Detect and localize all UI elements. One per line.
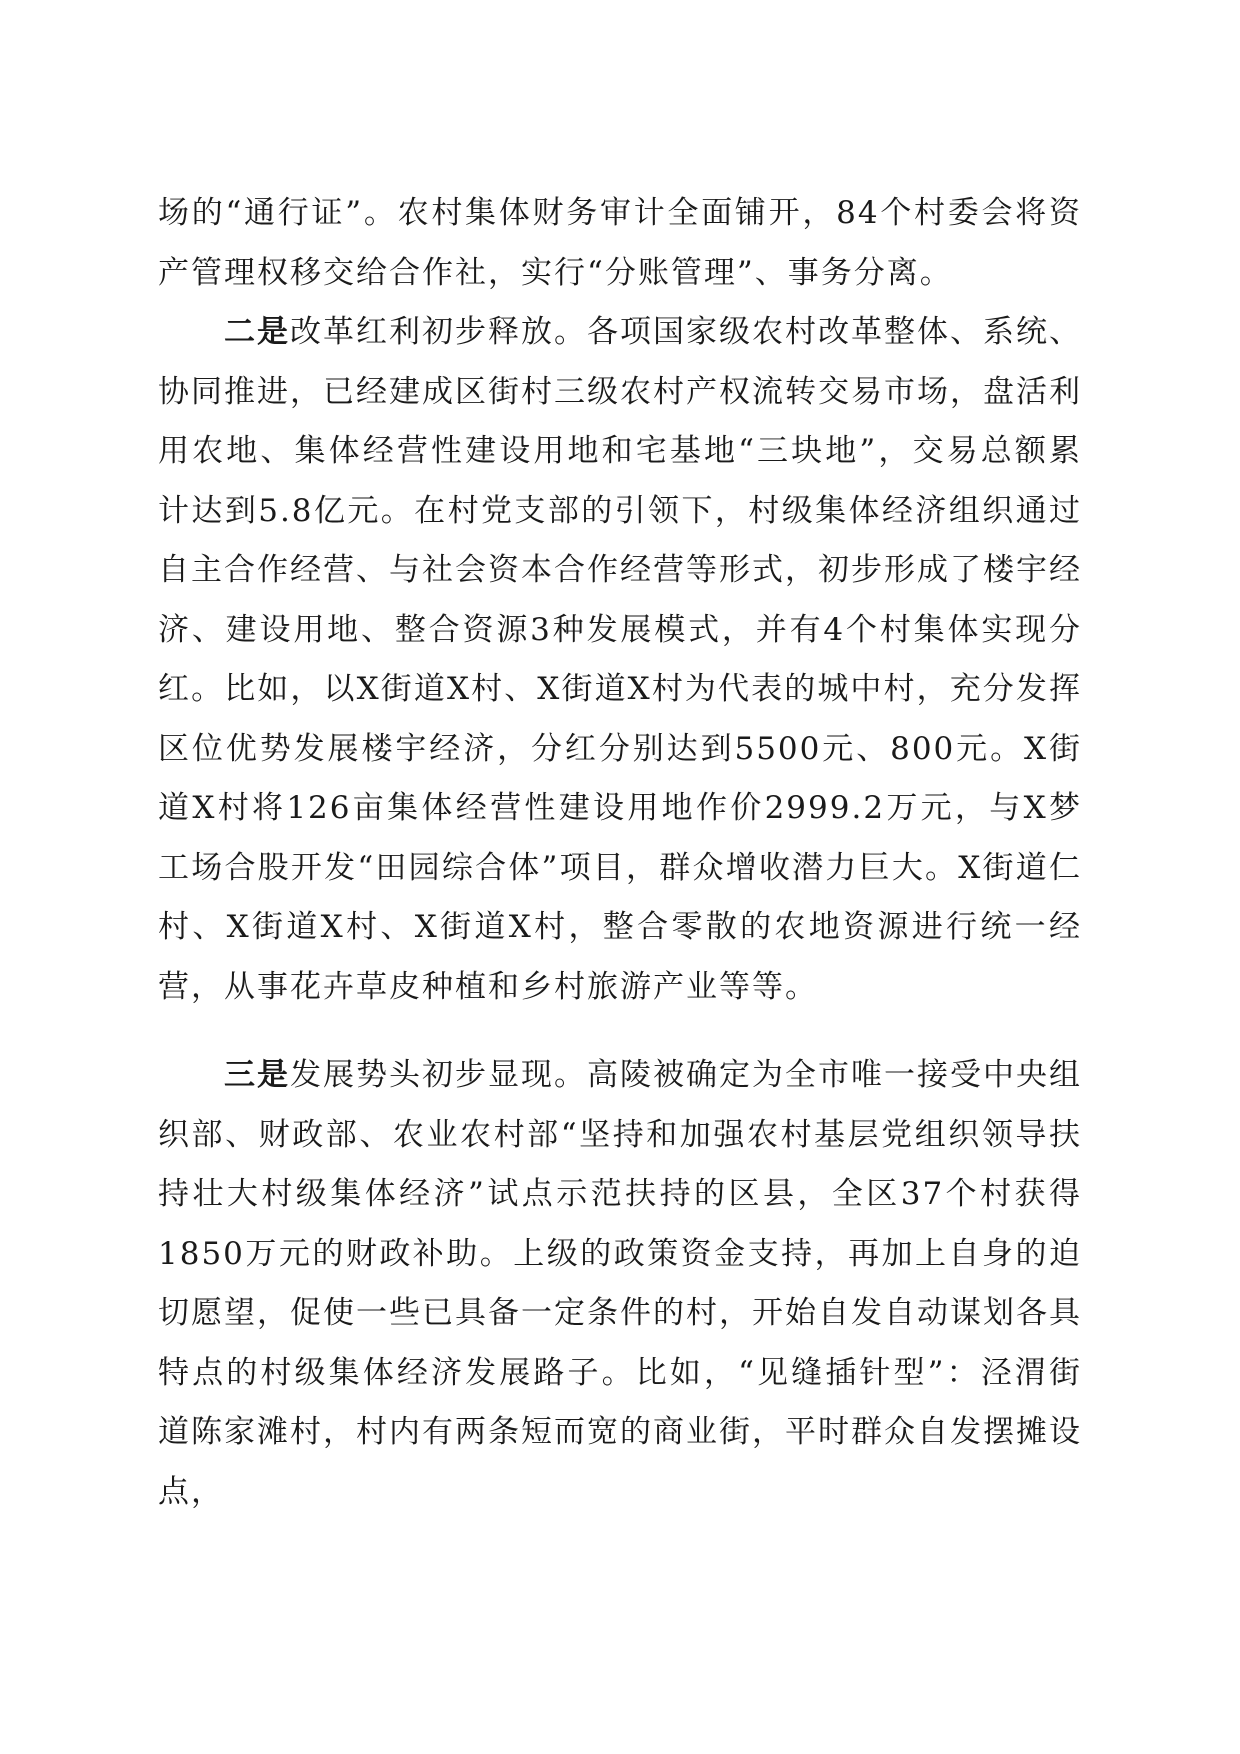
paragraph-lead: 二是 bbox=[224, 314, 290, 350]
paragraph-lead: 三是 bbox=[224, 1057, 290, 1093]
paragraph-text: 发展势头初步显现。高陵被确定为全市唯一接受中央组织部、财政部、农业农村部“坚持和加强农村基层党组织领导扶持壮大村级集体经济”试点示范扶持的区县，全区37个村获得1850万元的财政补助。上级的政策资金支持，再加上自身的迫切愿望，促使一些已具备一定条件的村，开始自发自动谋划各具特点的村级集体经济发展路子。比如，“见缝插针型”：泾渭街道陈家滩村，村内有两条短而宽的商业街，平时群众自发摆摊设点， bbox=[158, 1057, 1082, 1510]
paragraph-text: 场的“通行证”。农村集体财务审计全面铺开，84个村委会将资产管理权移交给合作社，实行“分账管理”、事务分离。 bbox=[158, 195, 1082, 291]
document-body bbox=[158, 184, 1082, 1522]
paragraph-text: 改革红利初步释放。各项国家级农村改革整体、系统、协同推进，已经建成区街村三级农村产权流转交易市场，盘活利用农地、集体经营性建设用地和宅基地“三块地”，交易总额累计达到5.8亿元。在村党支部的引领下，村级集体经济组织通过自主合作经营、与社会资本合作经营等形式，初步形成了楼宇经济、建设用地、整合资源3种发展模式，并有4个村集体实现分红。比如，以X街道X村、X街道X村为代表的城中村，充分发挥区位优势发展楼宇经济，分红分别达到5500元、800元。X街道X村将126亩集体经营性建设用地作价2999.2万元，与X梦工场合股开发“田园综合体”项目，群众增收潜力巨大。X街道仁村、X街道X村、X街道X村，整合零散的农地资源进行统一经营，从事花卉草皮种植和乡村旅游产业等等。 bbox=[158, 314, 1082, 1005]
paragraph-development-momentum bbox=[158, 1046, 1082, 1522]
paragraph-reform-dividend bbox=[158, 303, 1082, 1017]
paragraph-continuation bbox=[158, 184, 1082, 303]
